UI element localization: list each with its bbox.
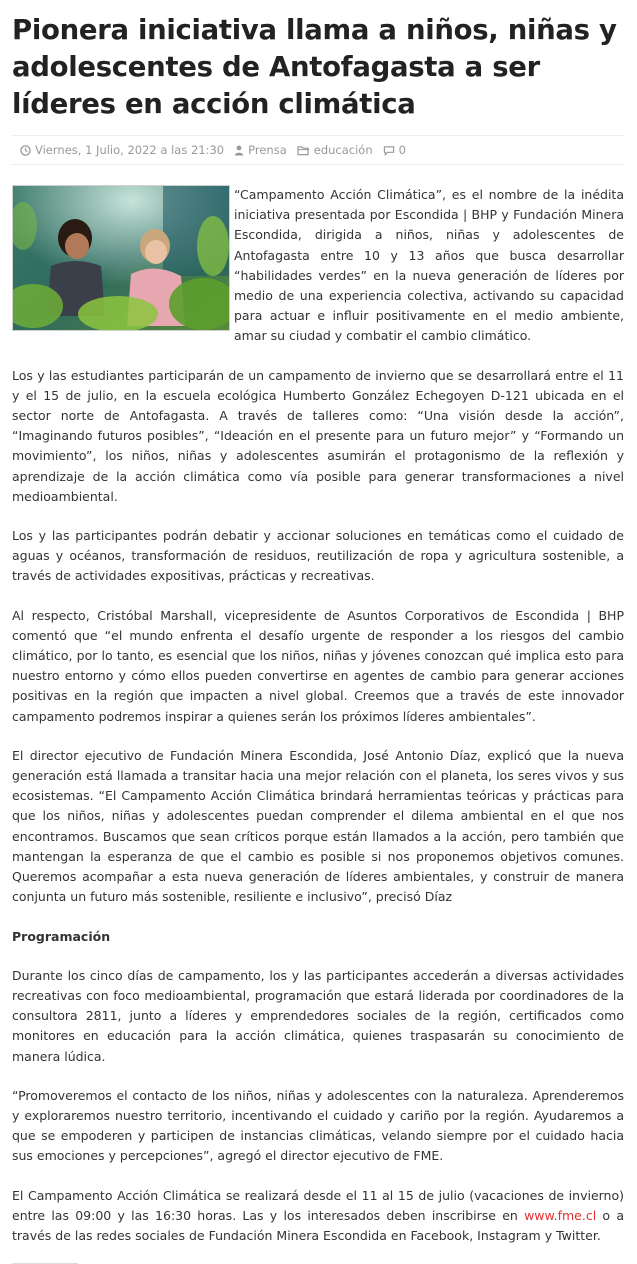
- meta-date-text: Viernes, 1 Julio, 2022 a las 21:30: [35, 143, 225, 157]
- folder-icon: [297, 145, 310, 156]
- paragraph-8: [12, 1186, 624, 1247]
- clock-icon: [20, 145, 31, 156]
- meta-category[interactable]: [297, 143, 373, 157]
- paragraph-3: Los y las participantes podrán debatir y accionar soluciones en temáticas como el cuidado de aguas y océanos, transformación de residuos, reutilización de ropa y agricultura sostenible, a través de actividades expositivas, prácticas y recreativas.: [12, 528, 624, 584]
- paragraph-8-end: o a través de las redes sociales de Fundación Minera Escondida en Facebook, Instagram y Twitter.: [12, 1207, 624, 1243]
- meta-author-text[interactable]: Prensa: [248, 143, 287, 157]
- meta-author[interactable]: [234, 143, 287, 157]
- article-body: [12, 185, 624, 1264]
- paragraph-6: Durante los cinco días de campamento, los y las participantes accederán a diversas actividades recreativas con foco medioambiental, programación que estará liderada por coordinadores de la consultora 2811, junto a líderes y emprendedores sociales de la región, certificados como monitores en educación para la acción climática, quienes traspasarán su conocimiento de manera lúdica.: [12, 967, 624, 1064]
- article-meta: [12, 135, 624, 165]
- paragraph-2: Los y las estudiantes participarán de un campamento de invierno que se desarrollará entre el 11 y el 15 de julio, en la escuela ecológica Humberto González Echegoyen D-121 ubicada en el sector norte de Antofagasta. A través de talleres como: “Una visión desde la acción”, “Imaginando futuros posibles”, “Ideación en el presente para un futuro mejor” y “Formando un movimiento”, los niños, niñas y adolescentes asumirán el protagonismo de la reflexión y aprendizaje de la acción climática como vía posible para generar transformaciones a nivel medioambiental.: [12, 367, 624, 504]
- section-heading: Programación: [12, 928, 111, 944]
- meta-comments[interactable]: [383, 143, 406, 157]
- comment-icon: [383, 145, 395, 156]
- children-gardening-photo: [13, 186, 229, 330]
- featured-image[interactable]: [12, 185, 230, 331]
- meta-date: [20, 143, 224, 157]
- meta-comments-count[interactable]: 0: [398, 143, 406, 157]
- paragraph-7: “Promoveremos el contacto de los niños, niñas y adolescentes con la naturaleza. Aprenderemos y exploraremos nuestro territorio, incentivando el cuidado y cariño por la región. Ayudaremos a que se empoderen y participen de instancias climáticas, velando siempre por el cuidado hacia sus emociones y percepciones”, agregó el director ejecutivo de FME.: [12, 1087, 624, 1164]
- article-title: Pionera iniciativa llama a niños, niñas y adolescentes de Antofagasta a ser líderes en acción climática: [12, 14, 617, 120]
- user-icon: [234, 145, 244, 156]
- paragraph-4: Al respecto, Cristóbal Marshall, vicepresidente de Asuntos Corporativos de Escondida | BHP comentó que “el mundo enfrenta el desafío urgente de responder a los riesgos del cambio climático, por lo tanto, es esencial que los niños, niñas y jóvenes conozcan qué implica esto para nuestro entorno y cómo ellos pueden convertirse en agentes de cambio para generar acciones positivas en la región que impacten a nivel global. Creemos que a través de este innovador campamento podremos inspirar a quienes serán los próximos líderes ambientales”.: [12, 607, 624, 724]
- paragraph-1: “Campamento Acción Climática”, es el nombre de la inédita iniciativa presentada por Escondida | BHP y Fundación Minera Escondida, dirigida a niños, niñas y adolescentes de Antofagasta entre 10 y 13 años que busca desarrollar “habilidades verdes” en la nueva generación de líderes por medio de una experiencia colectiva, activando su capacidad para actuar e influir positivamente en el medio ambiente, amar su ciudad y combatir el cambio climático.: [234, 187, 624, 344]
- fme-link[interactable]: www.fme.cl: [524, 1207, 597, 1223]
- meta-category-text[interactable]: educación: [313, 143, 373, 157]
- paragraph-5: El director ejecutivo de Fundación Minera Escondida, José Antonio Díaz, explicó que la nueva generación está llamada a transitar hacia una mejor relación con el planeta, los seres vivos y sus ecosistemas. “El Campamento Acción Climática brindará herramientas teóricas y prácticas para que los niños, niñas y adolescentes puedan comprender el dilema ambiental en el que nos encontramos. Buscamos que sean críticos porque están llamados a la acción, pero también que mantengan la esperanza de que el cambio es posible si nos proponemos objetivos comunes. Queremos acompañar a esta nueva generación de líderes ambientales, y construir de manera conjunta un futuro más sostenible, resiliente e inclusivo”, precisó Díaz: [12, 747, 624, 905]
- paragraph-8-start: El Campamento Acción Climática se realizará desde el 11 al 15 de julio (vacaciones de invierno) entre las 09:00 y las 16:30 horas. Las y los interesados deben inscribirse en: [12, 1187, 624, 1223]
